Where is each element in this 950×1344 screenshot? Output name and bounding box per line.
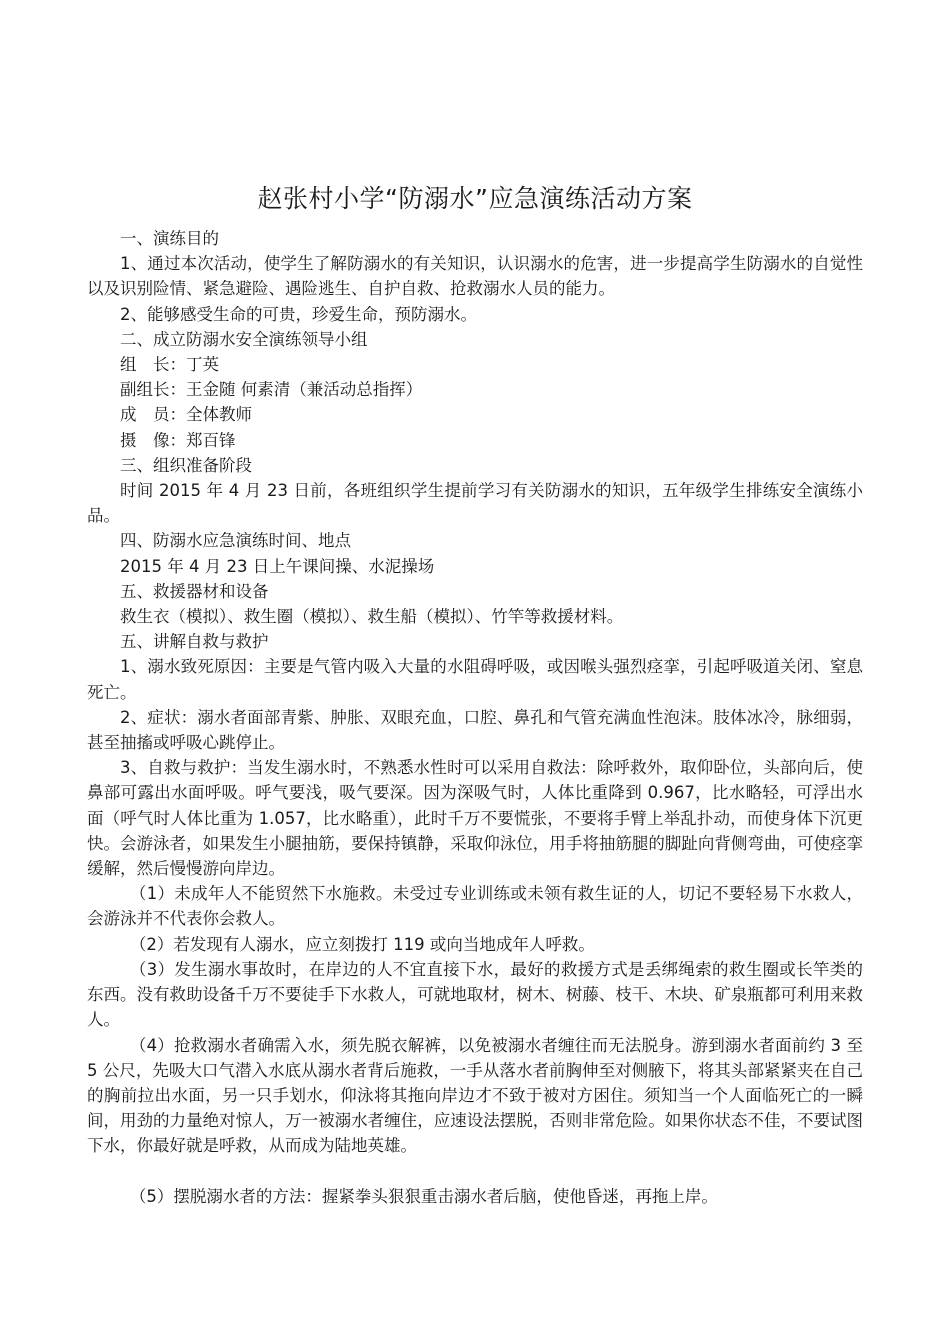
paragraph-rule-1: （1）未成年人不能贸然下水施救。未受过专业训练或未领有救生证的人，切记不要轻易下水救人，会游泳并不代表你会救人。 [87,884,863,929]
photographer-line: 摄 像：郑百锋 [120,430,236,450]
heading-preparation-stage: 三、组织准备阶段 [120,455,252,475]
paragraph-time-location: 2015 年 4 月 23 日上午课间操、水泥操场 [120,556,435,576]
paragraph-rule-4: （4）抢救溺水者确需入水，须先脱衣解裤，以免被溺水者缠往而无法脱身。游到溺水者面前约 3 至 5 公尺，先吸大口气潜入水底从溺水者背后施救，一手从落水者前胸伸至对侧腋下，将其头部紧紧夹在自己的胸前拉出水面，另一只手划水，仰泳将其拖向岸边才不致于被对方困住。须知当一个人面临死亡的一瞬间，用劲的力量绝对惊人，万一被溺水者缠住，应速设法摆脱，否则非常危险。如果你状态不佳，不要试图下水，你最好就是呼救，从而成为陆地英雄。 [87,1035,863,1156]
paragraph-rule-5: （5）摆脱溺水者的方法：握紧拳头狠狠重击溺水者后脑，使他昏迷，再拖上岸。 [129,1186,718,1206]
paragraph-rule-3: （3）发生溺水事故时，在岸边的人不宜直接下水，最好的救援方式是丢绑绳索的救生圈或长竿类的东西。没有救助设备千万不要徒手下水救人，可就地取材，树木、树藤、枝干、木块、矿泉瓶都可利用来救人。 [87,959,863,1030]
paragraph-purpose-1: 1、通过本次活动，使学生了解防溺水的有关知识，认识溺水的危害，进一步提高学生防溺水的自觉性以及识别险情、紧急避险、遇险逃生、自护自救、抢救溺水人员的能力。 [87,254,863,299]
document-title: 赵张村小学“防溺水”应急演练活动方案 [257,184,693,213]
paragraph-purpose-2: 2、能够感受生命的可贵，珍爱生命，预防溺水。 [120,304,477,324]
paragraph-rescue-equipment: 救生衣（模拟）、救生圈（模拟）、救生船（模拟）、竹竿等救援材料。 [120,607,624,627]
heading-rescue-equipment: 五、救援器材和设备 [120,581,269,601]
heading-leadership-group: 二、成立防溺水安全演练领导小组 [120,329,368,349]
paragraph-self-rescue: 3、自救与救护：当发生溺水时，不熟悉水性时可以采用自救法：除呼救外，取仰卧位，头部向后，使鼻部可露出水面呼吸。呼气要浅，吸气要深。因为深吸气时，人体比重降到 0.967，比水略轻，可浮出水面（呼气时人体比重为 1.057，比水略重），此时千万不要慌张，不要将手臂上举乱扑动，而使身体下沉更快。会游泳者，如果发生小腿抽筋，要保持镇静，采取仰泳位，用手将抽筋腿的脚趾向背侧弯曲，可使痉挛缓解，然后慢慢游向岸边。 [87,758,863,879]
heading-self-rescue: 五、讲解自救与救护 [120,632,269,652]
leader-line: 组 长：丁英 [120,355,219,375]
paragraph-symptoms: 2、症状：溺水者面部青紫、肿胀、双眼充血，口腔、鼻孔和气管充满血性泡沫。肢体冰冷，脉细弱，甚至抽搐或呼吸心跳停止。 [87,707,863,753]
paragraph-rule-2: （2）若发现有人溺水，应立刻拨打 119 或向当地成年人呼救。 [129,934,595,954]
members-line: 成 员：全体教师 [120,405,252,425]
deputy-leader-line: 副组长：王金随 何素清（兼活动总指挥） [120,380,423,400]
paragraph-preparation: 时间 2015 年 4 月 23 日前，各班组织学生提前学习有关防溺水的知识，五年级学生排练安全演练小品。 [87,481,863,526]
heading-drill-purpose: 一、演练目的 [120,229,219,248]
heading-time-location: 四、防溺水应急演练时间、地点 [120,531,351,551]
paragraph-cause-of-death: 1、溺水致死原因：主要是气管内吸入大量的水阻碍呼吸，或因喉头强烈痉挛，引起呼吸道关闭、窒息死亡。 [87,657,863,702]
document-body [87,226,863,1209]
